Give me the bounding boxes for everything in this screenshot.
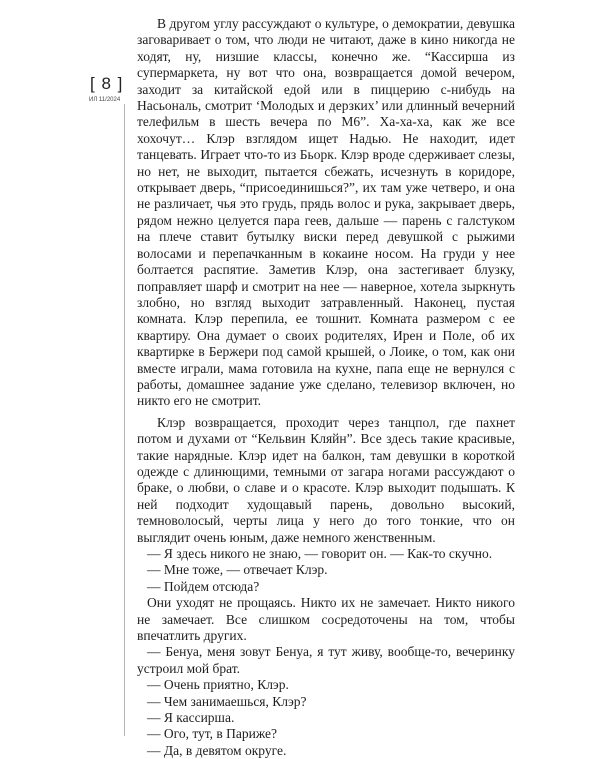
margin-rule (124, 104, 125, 736)
dialogue-line: — Пойдем отсюда? (147, 578, 260, 594)
body-text (137, 16, 515, 759)
page-number: [ 8 ] (90, 74, 124, 93)
dialogue-line: — Чем занимаешься, Клэр? (147, 693, 307, 709)
paragraph: В другом углу рассуждают о культуре, о демократии, девушка заговаривает о том, что люди не читают, даже в кино никогда не ходят, ну, низшие классы, конечно же. “Кассирша из супермаркета, ну вот что она, возвращается домой вечером, заходит за китайской едой или в пиццерию с-нибудь на Насьональ, смотрит ‘Молодых и дерзких’ или длинный вечерний телефильм в шесть вечера по М6”. Ха-ха-ха, как же все хохочут… Клэр взглядом ищет Надью. Не находит, идет танцевать. Играет что-то из Бьорк. Клэр вроде сдерживает слезы, но нет, не выходит, пытается сбежать, исчезнуть в коридоре, открывает дверь, “присоединишься?”, их там уже четверо, и она не различает, чья это грудь, прядь волос и рука, закрывает дверь, рядом нежно целуется пара геев, дальше — парень с галстуком на плече ставит бутылку виски перед девушкой с рыжими волосами и перепачканным в кокаине носом. На груди у нее болтается распятие. Заметив Клэр, она застегивает блузку, поправляет шарф и смотрит на нее — наверное, хотела зыркнуть злобно, но взгляд выходит затравленный. Наконец, пустая комната. Клэр перепила, ее тошнит. Комната размером с ее квартиру. Она думает о своих родителях, Ирен и Поле, об их квартирке в Бержери под самой крышей, о Лоике, о том, как они вместе играли, мама готовила на кухне, папа еще не вернулся с работы, домашнее задание уже сделано, телевизор включен, но никто его не смотрит. (137, 16, 515, 409)
dialogue-line: — Да, в девятом округе. (147, 742, 287, 758)
dialogue-line: — Я кассирша. (147, 710, 235, 726)
dialogue-line: — Я здесь никого не знаю, — говорит он. — Как-то скучно. (147, 546, 493, 561)
paragraph: Они уходят не прощаясь. Никто их не замечает. Никто никого не замечает. Все слишком сосредоточены на том, чтобы впечатлить других. (137, 595, 515, 644)
dialogue-line: — Очень приятно, Клэр. (147, 677, 289, 693)
paragraph: Клэр возвращается, проходит через танцпол, где пахнет потом и духами от “Кельвин Кляйн”. Все здесь такие красивые, такие нарядные. Клэр идет на балкон, там девушки в короткой одежде с длинющими, темными от загара ногами рассуждают о браке, о любви, о славе и о красоте. Клэр выходит подышать. К ней подходит худощавый парень, довольно высокий, темноволосый, черты лица у него до того тонкие, что он выглядит очень юным, даже немного женственным. (137, 414, 515, 545)
journal-reference: ИЛ 11/2024 (89, 97, 121, 103)
dialogue-line: — Мне тоже, — отвечает Клэр. (147, 562, 328, 578)
dialogue-line: — Ого, тут, в Париже? (147, 726, 278, 742)
dialogue-line: — Бенуа, меня зовут Бенуа, я тут живу, вообще-то, вечеринку устроил мой брат. (137, 644, 515, 676)
